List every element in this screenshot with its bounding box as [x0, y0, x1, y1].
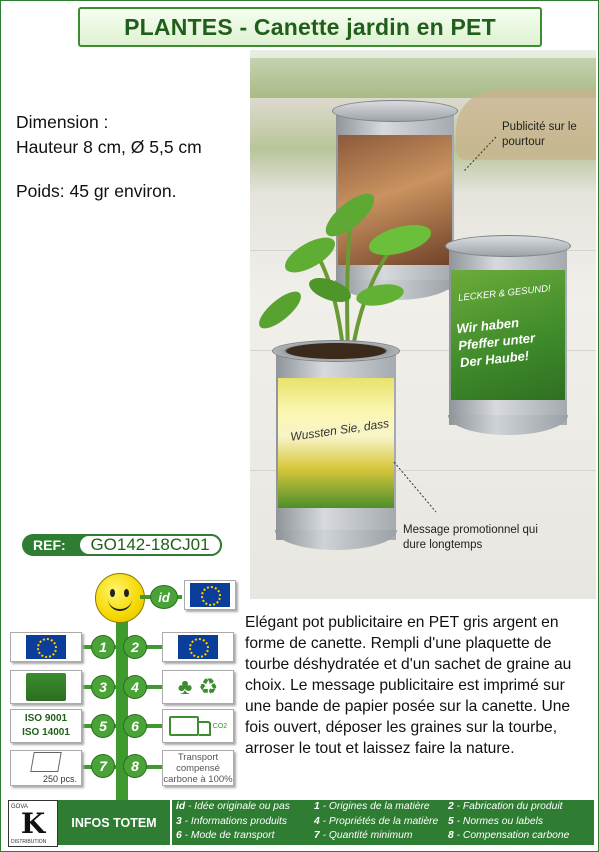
- tree-icon: ♣: [177, 674, 193, 699]
- totem-pole: [116, 600, 128, 812]
- box-icon: [30, 752, 62, 772]
- tile-id-eu-flag: [184, 580, 236, 610]
- carbon-line-3: carbone à 100%: [163, 773, 233, 785]
- iso-9001-label: ISO 9001: [24, 713, 68, 724]
- dimension-value: Hauteur 8 cm, Ø 5,5 cm: [16, 137, 202, 157]
- callout-line-bottom: [392, 460, 442, 520]
- tile-2-eu-flag: [162, 632, 234, 662]
- smiley-icon: [95, 573, 145, 623]
- tile-1-eu-flag: [10, 632, 82, 662]
- tile-8-carbon: [162, 750, 234, 786]
- totem-id-badge: id: [150, 585, 178, 609]
- totem-number-2: 2: [123, 635, 147, 659]
- weight-text: Poids: 45 gr environ.: [16, 181, 177, 201]
- dimension-block: [16, 110, 202, 160]
- truck-icon: [169, 716, 199, 736]
- logo-side-text: GOVA: [11, 804, 28, 810]
- gova-logo: [8, 800, 58, 847]
- tile-3-info: [10, 670, 82, 704]
- totem-number-3: 3: [91, 675, 115, 699]
- totem-number-6: 6: [123, 714, 147, 738]
- logo-letter: K: [20, 807, 46, 840]
- ref-code: GO142-18CJ01: [78, 534, 222, 556]
- quantity-label: 250 pcs.: [42, 774, 77, 784]
- carbon-line-2: compensé: [176, 762, 220, 774]
- can-yellow: [272, 340, 400, 550]
- building-icon: [26, 673, 66, 701]
- totem-number-5: 5: [91, 714, 115, 738]
- tile-4-material: [162, 670, 234, 704]
- recycle-icon: ♻: [198, 674, 219, 699]
- legend-row: 6 - Mode de transport 7 - Quantité minimum 8 - Compensation carbone: [176, 830, 570, 841]
- dimension-label: Dimension :: [16, 112, 109, 132]
- callout-text-bottom: Message promotionnel qui dure longtemps: [403, 524, 538, 551]
- totem-number-4: 4: [123, 675, 147, 699]
- callout-text-top: Publicité sur le pourtour: [502, 121, 577, 148]
- tile-7-quantity: [10, 750, 82, 786]
- ref-label: REF:: [33, 537, 66, 553]
- legend-row: 3 - Informations produits 4 - Propriétés de la matière 5 - Normes ou labels: [176, 815, 544, 827]
- callout-line-top: [460, 135, 500, 175]
- legend-row: id - Idée originale ou pas 1 - Origines de la matière 2 - Fabrication du produit: [176, 801, 563, 812]
- can-yellow-text: Wussten Sie, dass: [289, 416, 390, 444]
- title-banner: [78, 7, 542, 47]
- iso-14001-label: ISO 14001: [22, 727, 70, 738]
- eu-flag-icon: [178, 635, 218, 659]
- infos-totem-label: INFOS TOTEM: [58, 800, 170, 845]
- page-title: PLANTES - Canette jardin en PET: [124, 13, 496, 40]
- can-green-text: Wir haben Pfeffer unter Der Haube!: [455, 314, 536, 371]
- product-description: Elégant pot publicitaire en PET gris argent en forme de canette. Rempli d'une plaquette de tourbe déshydratée et d'un sachet de graine au choix. Le message publicitaire est imprimé sur une bande de papier posée sur la canette. Une fois ouvert, déposer les graines sur la tourbe, arroser le tout et laissez faire la nature.: [245, 614, 572, 757]
- totem-number-7: 7: [91, 754, 115, 778]
- can-green-top-text: LECKER & GESUND!: [457, 283, 552, 304]
- carbon-line-1: Transport: [177, 751, 219, 763]
- totem-number-1: 1: [91, 635, 115, 659]
- totem-legend: [172, 800, 594, 845]
- eu-flag-icon: [26, 635, 66, 659]
- eu-flag-icon: [190, 583, 230, 607]
- tile-6-transport: [162, 709, 234, 743]
- tile-5-iso: [10, 709, 82, 743]
- totem-number-8: 8: [123, 754, 147, 778]
- logo-bottom-text: DISTRIBUTION: [11, 839, 47, 845]
- co2-label: CO2: [212, 722, 228, 730]
